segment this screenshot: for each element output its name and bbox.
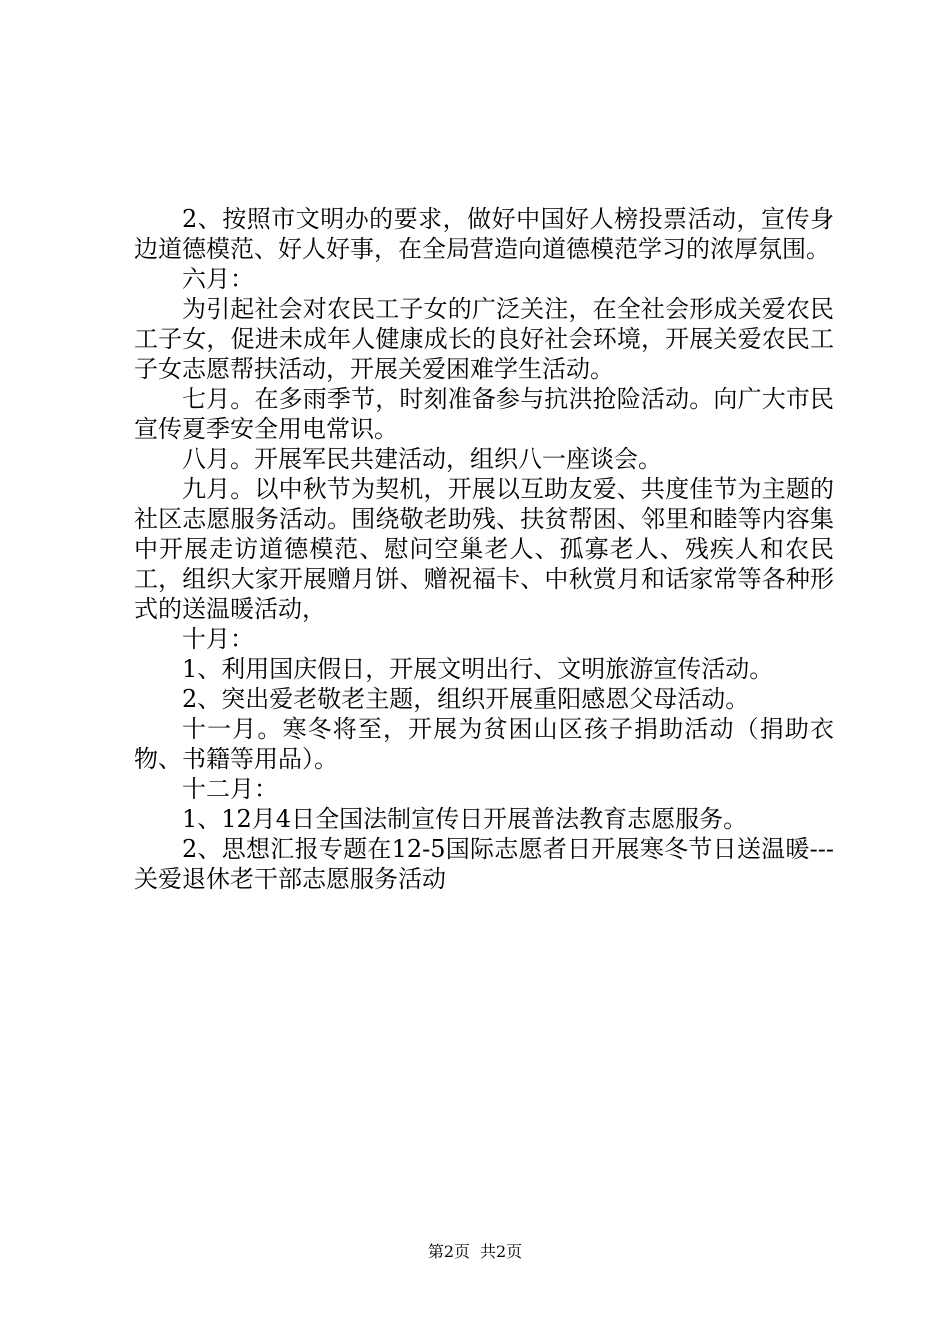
heading-october: 十月： (182, 625, 254, 653)
paragraph-september: 九月。以中秋节为契机，开展以互助友爱、共度佳节为主题的社区志愿服务活动。围绕敬老助残、扶贫帮困、邻里和睦等内容集中开展走访道德模范、慰问空巢老人、孤寡老人、残疾人和农民工，组织大家开展赠月饼、赠祝福卡、中秋赏月和话家常等各种形式的送温暖活动， (134, 475, 834, 623)
paragraph-november: 十一月。寒冬将至，开展为贫困山区孩子捐助活动（捐助衣物、书籍等用品）。 (134, 715, 834, 773)
document-body (134, 204, 834, 894)
paragraph-october-item-1: 1、利用国庆假日，开展文明出行、文明旅游宣传活动。 (182, 655, 774, 683)
paragraph-june-activity: 为引起社会对农民工子女的广泛关注，在全社会形成关爱农民工子女，促进未成年人健康成长的良好社会环境，开展关爱农民工子女志愿帮扶活动，开展关爱困难学生活动。 (134, 295, 834, 383)
paragraph-voting-activity: 2、按照市文明办的要求，做好中国好人榜投票活动，宣传身边道德模范、好人好事，在全局营造向道德模范学习的浓厚氛围。 (134, 205, 834, 263)
page-total: 共2页 (480, 1242, 523, 1261)
page-footer (0, 1242, 950, 1262)
paragraph-october-item-2: 2、突出爱老敬老主题，组织开展重阳感恩父母活动。 (182, 685, 750, 713)
page-number: 第2页 (427, 1242, 470, 1261)
heading-june: 六月： (182, 265, 254, 293)
heading-december: 十二月： (182, 775, 278, 803)
paragraph-july: 七月。在多雨季节，时刻准备参与抗洪抢险活动。向广大市民宣传夏季安全用电常识。 (134, 385, 834, 443)
paragraph-december-item-2: 2、思想汇报专题在12-5国际志愿者日开展寒冬节日送温暖---关爱退休老干部志愿服务活动 (134, 835, 834, 893)
paragraph-august: 八月。开展军民共建活动，组织八一座谈会。 (182, 445, 662, 473)
paragraph-december-item-1: 1、12月4日全国法制宣传日开展普法教育志愿服务。 (182, 805, 748, 833)
